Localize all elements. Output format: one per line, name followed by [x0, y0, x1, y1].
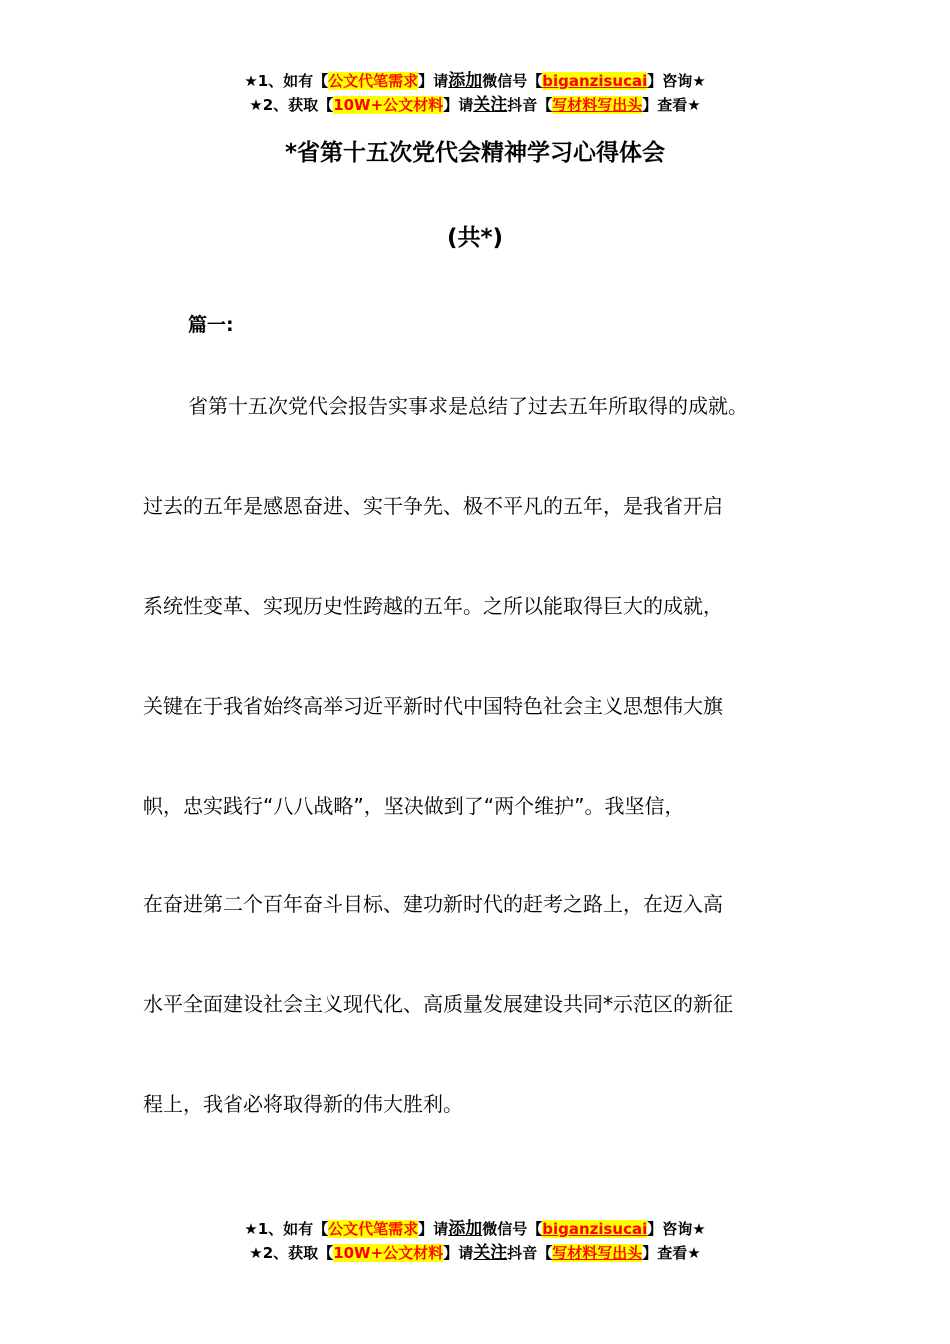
promo-text: 微信号【 [482, 1220, 543, 1238]
promo-text: 】查看★ [642, 96, 701, 114]
promo-text: 】请 [418, 72, 449, 90]
promo-text: 抖音【 [507, 1244, 553, 1262]
paragraph-line: 帜，忠实践行“八八战略”，坚决做到了“两个维护”。我坚信， [143, 794, 685, 818]
promo-line-1 [0, 69, 950, 93]
promo-text: ★1、如有【 [244, 72, 329, 90]
promo-wechat-id: biganzisucai [542, 1220, 648, 1238]
promo-underline: 添加 [448, 71, 483, 91]
promo-text: 】咨询★ [647, 72, 706, 90]
promo-text: 抖音【 [507, 96, 553, 114]
promo-wechat-id: biganzisucai [542, 72, 648, 90]
paragraph-line: 水平全面建设社会主义现代化、高质量发展建设共同*示范区的新征 [143, 992, 733, 1016]
promo-text: 】请 [418, 1220, 449, 1238]
promo-highlight: 公文代笔需求 [328, 1220, 419, 1238]
promo-highlight: 10W+公文材料 [333, 1244, 444, 1262]
promo-line-2 [0, 93, 950, 117]
promo-text: 】请 [443, 96, 474, 114]
promo-highlight: 10W+公文材料 [333, 96, 444, 114]
promo-text: ★2、获取【 [249, 1244, 334, 1262]
header-promo [0, 69, 950, 117]
paragraph-line: 程上，我省必将取得新的伟大胜利。 [143, 1092, 463, 1116]
promo-text: ★2、获取【 [249, 96, 334, 114]
promo-text: 微信号【 [482, 72, 543, 90]
promo-douyin-id: 写材料写出头 [552, 1244, 643, 1262]
paragraph-line: 关键在于我省始终高举习近平新时代中国特色社会主义思想伟大旗 [143, 694, 723, 718]
promo-underline: 关注 [473, 1243, 508, 1263]
promo-line-2 [0, 1241, 950, 1265]
paragraph-line: 过去的五年是感恩奋进、实干争先、极不平凡的五年，是我省开启 [143, 494, 723, 518]
promo-douyin-id: 写材料写出头 [552, 96, 643, 114]
paragraph-line: 系统性变革、实现历史性跨越的五年。之所以能取得巨大的成就， [143, 594, 723, 618]
doc-subtitle: (共*) [446, 225, 504, 251]
promo-text: 】咨询★ [647, 1220, 706, 1238]
doc-title: *省第十五次党代会精神学习心得体会 [284, 140, 666, 166]
section-heading: 篇一: [188, 314, 234, 336]
promo-text: 】请 [443, 1244, 474, 1262]
promo-underline: 关注 [473, 95, 508, 115]
promo-line-1 [0, 1217, 950, 1241]
promo-underline: 添加 [448, 1219, 483, 1239]
promo-text: 】查看★ [642, 1244, 701, 1262]
paragraph-line: 省第十五次党代会报告实事求是总结了过去五年所取得的成就。 [188, 394, 748, 418]
paragraph-line: 在奋进第二个百年奋斗目标、建功新时代的赶考之路上，在迈入高 [143, 892, 723, 916]
promo-text: ★1、如有【 [244, 1220, 329, 1238]
promo-highlight: 公文代笔需求 [328, 72, 419, 90]
footer-promo [0, 1217, 950, 1265]
